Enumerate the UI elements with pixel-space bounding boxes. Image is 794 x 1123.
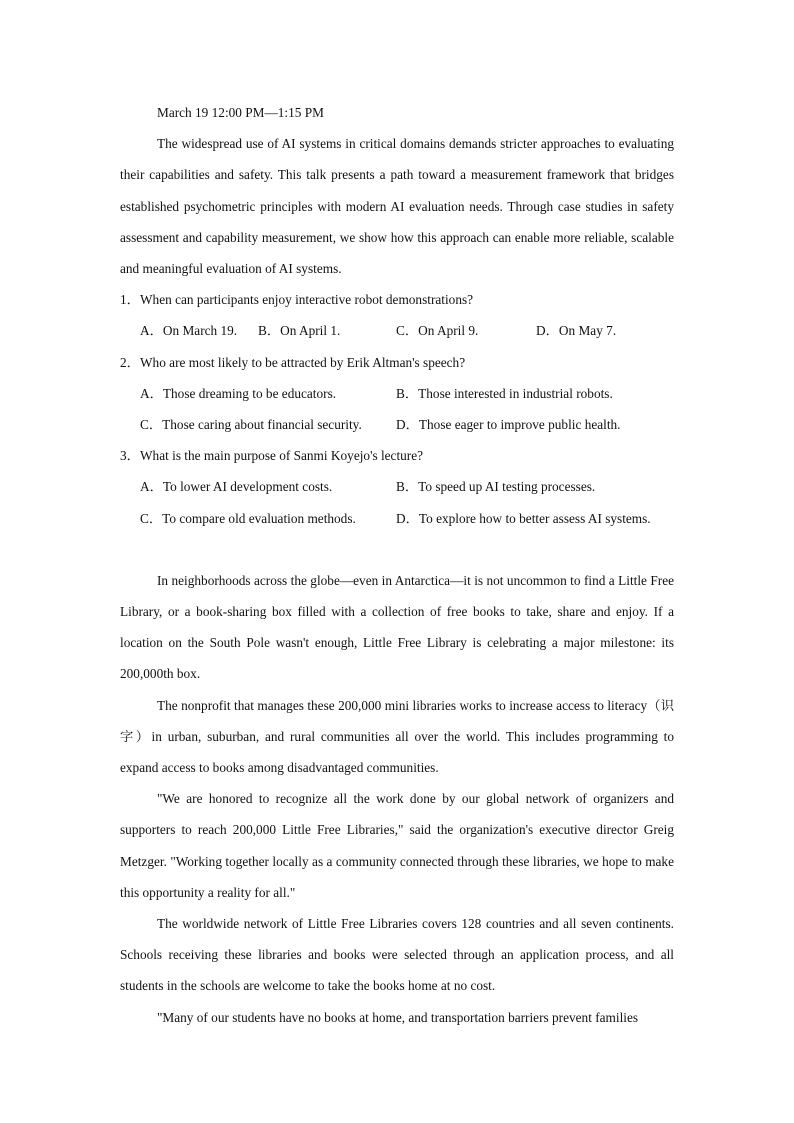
options <box>120 315 674 346</box>
document-page <box>120 97 674 1033</box>
library-paragraph-5: "Many of our students have no books at home, and transportation barriers prevent families <box>157 1009 639 1025</box>
library-paragraph-1: In neighborhoods across the globe—even in Antarctica—it is not uncommon to find a Little Free Library, or a book-sharing box filled with a collection of free books to take, share and enjoy. If a location on the South Pole wasn't enough, Little Free Library is celebrating a major milestone: its 200,000th box. <box>120 572 674 682</box>
option-d: D．On May 7. <box>536 323 617 339</box>
option-a: A．On March 19. <box>140 323 238 339</box>
question-number: 1． <box>120 292 140 308</box>
options <box>120 378 674 440</box>
question-text: What is the main purpose of Sanmi Koyejo's lecture? <box>140 448 424 464</box>
option-d: D．Those eager to improve public health. <box>396 417 621 433</box>
library-paragraph-3: "We are honored to recognize all the work done by our global network of organizers and supporters to reach 200,000 Little Free Libraries," said the organization's executive director Greig Metzger. "Working together locally as a community connected through these libraries, we hope to make this opportunity a reality for all." <box>120 791 674 900</box>
talk-description: The widespread use of AI systems in critical domains demands stricter approaches to evaluating their capabilities and safety. This talk presents a path toward a measurement framework that bridges established psychometric principles with modern AI evaluation needs. Through case studies in safety assessment and capability measurement, we show how this approach can enable more reliable, scalable and meaningful evaluation of AI systems. <box>120 136 674 277</box>
option-c: C．On April 9. <box>396 323 479 339</box>
option-a: A．To lower AI development costs. <box>140 479 333 495</box>
question-text: Who are most likely to be attracted by Erik Altman's speech? <box>140 354 466 370</box>
options <box>120 471 674 533</box>
option-a: A．Those dreaming to be educators. <box>140 385 337 401</box>
option-d: D．To explore how to better assess AI systems. <box>396 510 651 526</box>
question-3 <box>120 440 674 534</box>
library-paragraph-2: The nonprofit that manages these 200,000 mini libraries works to increase access to literacy（识字）in urban, suburban, and rural communities all over the world. This includes programming to expand access to books among disadvantaged communities. <box>120 697 674 776</box>
section-gap <box>120 534 674 565</box>
question-1 <box>120 284 674 346</box>
event-schedule: March 19 12:00 PM—1:15 PM <box>157 105 324 120</box>
option-c: C．Those caring about financial security. <box>140 417 362 433</box>
option-c: C．To compare old evaluation methods. <box>140 510 356 526</box>
option-b: B．Those interested in industrial robots. <box>396 385 613 401</box>
question-2 <box>120 347 674 441</box>
question-number: 2． <box>120 354 140 370</box>
question-text: When can participants enjoy interactive robot demonstrations? <box>140 292 474 308</box>
option-b: B．On April 1. <box>258 323 341 339</box>
option-b: B．To speed up AI testing processes. <box>396 479 596 495</box>
library-paragraph-4: The worldwide network of Little Free Libraries covers 128 countries and all seven continents. Schools receiving these libraries and books were selected through an application process, and all students in the schools are welcome to take the books home at no cost. <box>120 916 674 994</box>
question-number: 3． <box>120 448 140 464</box>
